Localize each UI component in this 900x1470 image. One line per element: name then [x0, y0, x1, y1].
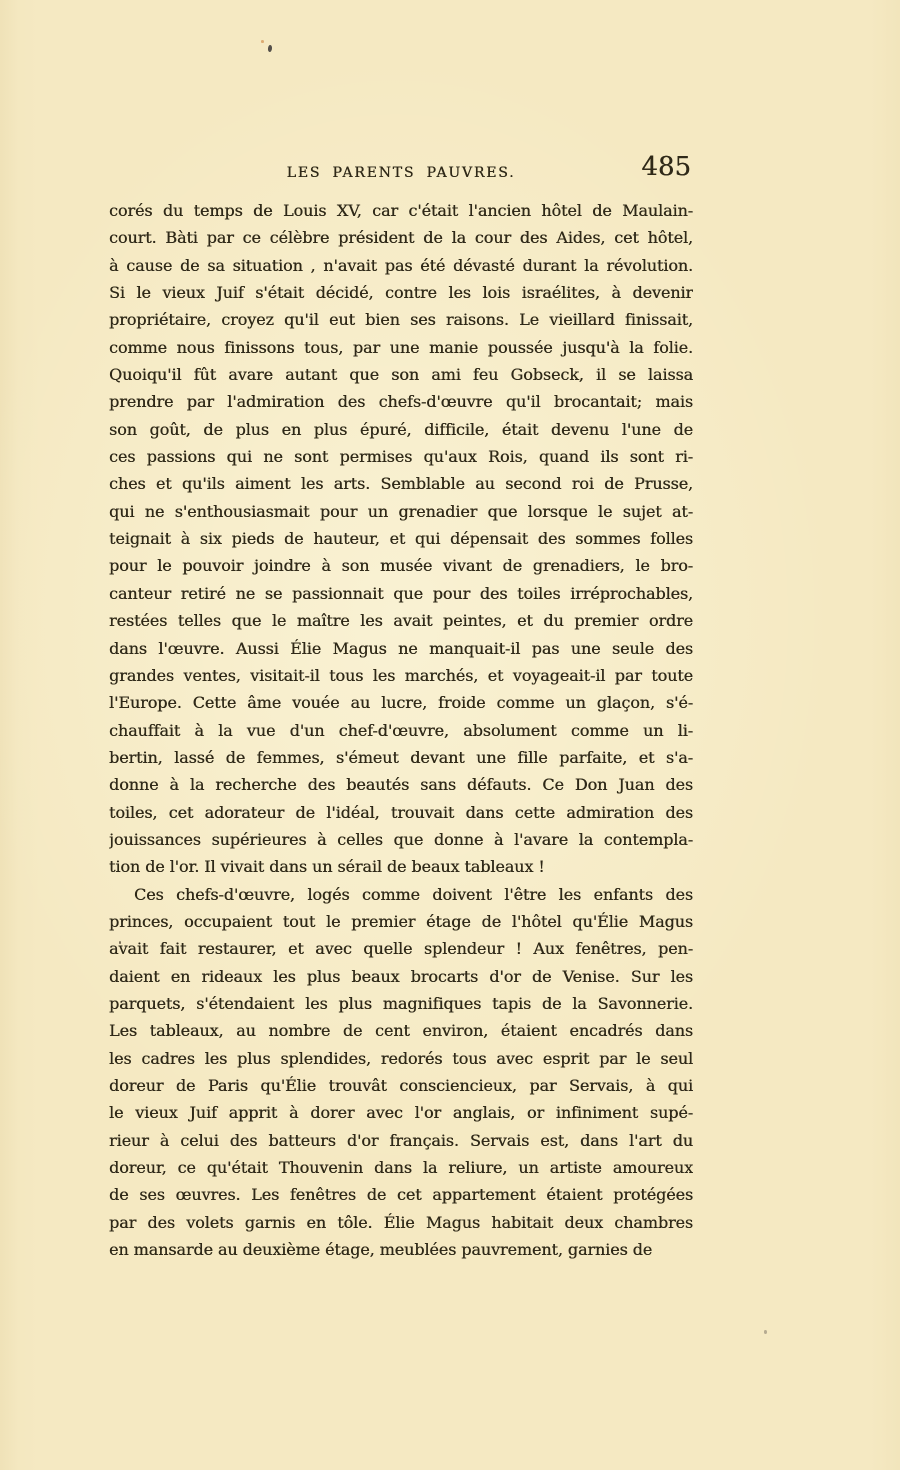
- text-line: Les tableaux, au nombre de cent environ, étaient encadrés dans: [109, 1021, 693, 1041]
- text-line: par des volets garnis en tôle. Élie Magus habitait deux chambres: [109, 1212, 693, 1232]
- text-line: le vieux Juif apprit à dorer avec l'or anglais, or infiniment supé-: [109, 1103, 693, 1123]
- text-line: parquets, s'étendaient les plus magnifiques tapis de la Savonnerie.: [109, 993, 693, 1013]
- text-line: toiles, cet adorateur de l'idéal, trouvait dans cette admiration des: [109, 802, 693, 822]
- text-line: daient en rideaux les plus beaux brocarts d'or de Venise. Sur les: [109, 966, 693, 986]
- text-line: princes, occupaient tout le premier étage de l'hôtel qu'Élie Magus: [109, 911, 693, 931]
- text-line: canteur retiré ne se passionnait que pour des toiles irréprochables,: [109, 583, 693, 603]
- text-line: ches et qu'ils aiment les arts. Semblable au second roi de Prusse,: [109, 474, 693, 494]
- text-line: les cadres les plus splendides, redorés tous avec esprit par le seul: [109, 1048, 693, 1068]
- text-line: court. Bàti par ce célèbre président de la cour des Aides, cet hôtel,: [109, 228, 693, 248]
- text-line: doreur de Paris qu'Élie trouvât consciencieux, par Servais, à qui: [109, 1076, 693, 1095]
- text-line: qui ne s'enthousiasmait pour un grenadier que lorsque le sujet at-: [109, 501, 693, 521]
- text-line: restées telles que le maître les avait peintes, et du premier ordre: [109, 611, 693, 631]
- text-line: Ces chefs-d'œuvre, logés comme doivent l'être les enfants des: [134, 884, 693, 904]
- text-line: propriétaire, croyez qu'il eut bien ses raisons. Le vieillard finissait,: [109, 310, 693, 330]
- page-number: 485: [641, 152, 691, 182]
- text-line: dans l'œuvre. Aussi Élie Magus ne manquait-il pas une seule des: [109, 638, 693, 658]
- text-line: avait fait restaurer, et avec quelle splendeur ! Aux fenêtres, pen-: [109, 939, 693, 959]
- text-line: l'Europe. Cette âme vouée au lucre, froide comme un glaçon, s'é-: [109, 693, 693, 713]
- page-header: [109, 0, 693, 200]
- text-line: grandes ventes, visitait-il tous les marchés, et voyageait-il par toute: [109, 665, 693, 685]
- text-line: teignait à six pieds de hauteur, et qui dépensait des sommes folles: [109, 529, 693, 549]
- text-line: Quoiqu'il fût avare autant que son ami feu Gobseck, il se laissa: [109, 365, 693, 385]
- text-line: en mansarde au deuxième étage, meublées pauvrement, garnies de: [109, 1240, 653, 1260]
- text-line: de ses œuvres. Les fenêtres de cet appartement étaient protégées: [109, 1185, 693, 1205]
- text-line: pour le pouvoir joindre à son musée vivant de grenadiers, le bro-: [109, 556, 693, 576]
- text-line: à cause de sa situation , n'avait pas été dévasté durant la révolution.: [109, 255, 693, 275]
- text-line: jouissances supérieures à celles que donne à l'avare la contempla-: [109, 829, 693, 849]
- text-line: donne à la recherche des beautés sans défauts. Ce Don Juan des: [109, 775, 693, 795]
- text-line: corés du temps de Louis XV, car c'était l'ancien hôtel de Maulain-: [109, 201, 693, 220]
- text-line: tion de l'or. Il vivait dans un sérail de beaux tableaux !: [109, 857, 545, 877]
- text-line: son goût, de plus en plus épuré, difficile, était devenu l'une de: [109, 419, 693, 439]
- text-line: chauffait à la vue d'un chef-d'œuvre, absolument comme un li-: [109, 720, 693, 740]
- text-line: Si le vieux Juif s'était décidé, contre les lois israélites, à devenir: [109, 283, 693, 303]
- text-line: comme nous finissons tous, par une manie poussée jusqu'à la folie.: [109, 337, 693, 357]
- text-line: doreur, ce qu'était Thouvenin dans la reliure, un artiste amoureux: [109, 1158, 693, 1178]
- text-line: bertin, lassé de femmes, s'émeut devant une fille parfaite, et s'a-: [109, 747, 693, 767]
- running-title: LES PARENTS PAUVRES.: [286, 165, 516, 181]
- text-line: prendre par l'admiration des chefs-d'œuvre qu'il brocantait; mais: [109, 392, 693, 412]
- text-line: ces passions qui ne sont permises qu'aux Rois, quand ils sont ri-: [109, 447, 693, 467]
- paper-fleck: [764, 1330, 767, 1334]
- body-text: [109, 197, 693, 1263]
- text-line: rieur à celui des batteurs d'or français. Servais est, dans l'art du: [109, 1130, 693, 1150]
